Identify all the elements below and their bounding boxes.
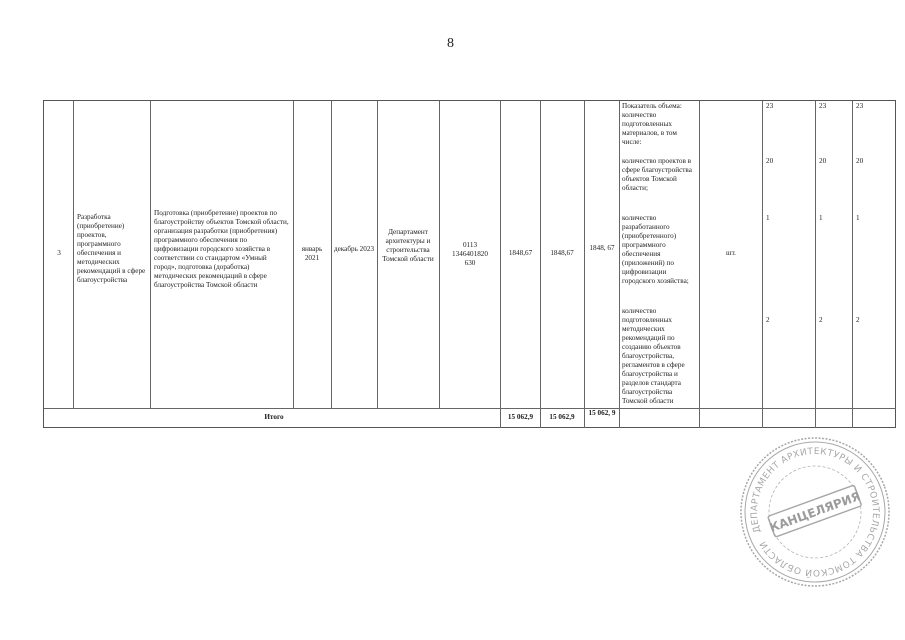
office-stamp (735, 432, 895, 592)
sum-1: 1848,67 (508, 249, 533, 257)
indicator-value: 2 (819, 316, 823, 324)
sum-3: 1848, 67 (589, 244, 615, 252)
page-number: 8 (447, 36, 454, 51)
unit: шт. (726, 249, 736, 257)
budget-code: 0113 1346401820 630 (452, 241, 488, 267)
indicator-value: 20 (856, 157, 864, 165)
indicator-value: 20 (766, 157, 774, 165)
indicator-value: 23 (856, 102, 864, 110)
end-date: декабрь 2023 (333, 245, 375, 253)
indicator-value: 2 (856, 316, 860, 324)
executor: Департамент архитектуры и строительства Томской области (382, 228, 434, 263)
activity-name: Разработка (приобретение) проектов, программного обеспечения и методических рекомендаций в сфере благоустройства (77, 213, 146, 284)
row-number: 3 (57, 249, 61, 257)
program-table (43, 100, 896, 428)
start-date: январь 2021 (301, 245, 323, 262)
activity-description: Подготовка (приобретение) проектов по благоустройству объектов Томской области, организация разработки (приобретения) программного обеспечения по цифровизации городского хозяйства в соответствии со стандартом «Умный город», подготовка (доработка) методических рекомендаций в сфере благоустройства Томской области (154, 209, 289, 289)
indicator-value: 1 (856, 214, 860, 222)
stamp-center-text: КАНЦЕЛЯРИЯ (767, 489, 863, 535)
indicator-value: 20 (819, 157, 827, 165)
indicator-text: количество разработанного (приобретенного) программного обеспечения (приложений) по цифровизации городского хозяйства; (622, 214, 689, 285)
indicator-value: 2 (766, 316, 770, 324)
total-sum-2: 15 062,9 (549, 413, 575, 421)
indicator-text: количество проектов в сфере благоустройства объектов Томской области; (622, 157, 692, 192)
indicator-value: 1 (819, 214, 823, 222)
total-sum-3: 15 062, 9 (588, 409, 616, 417)
total-sum-1: 15 062,9 (507, 413, 534, 421)
indicator-value: 1 (766, 214, 770, 222)
sum-2: 1848,67 (550, 249, 574, 257)
indicator-text: Показатель объема: количество подготовленных материалов, в том числе: (622, 102, 682, 146)
total-label: Итого (264, 413, 284, 421)
indicator-value: 23 (819, 102, 827, 110)
indicator-text: количество подготовленных методических рекомендаций по созданию объектов благоустройства, регламентов в сфере благоустройства и разделов стандарта благоустройства Томской области (622, 307, 685, 405)
indicator-value: 23 (766, 102, 774, 110)
stamp-ring-text: ДЕПАРТАМЕНТ АРХИТЕКТУРЫ И СТРОИТЕЛЬСТВА ТОМСКОЙ ОБЛАСТИ (749, 446, 881, 578)
